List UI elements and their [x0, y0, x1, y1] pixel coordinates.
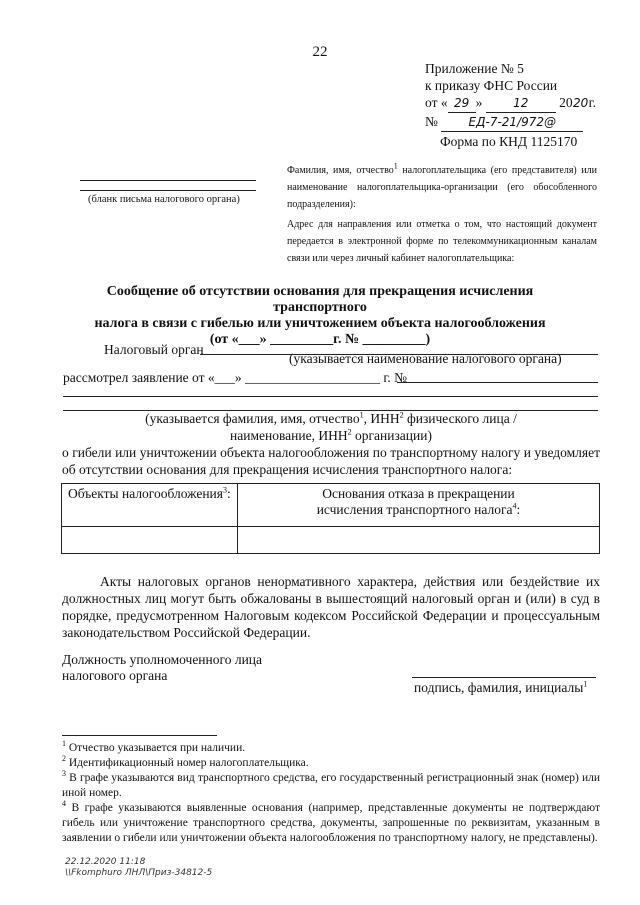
table-header-row	[62, 484, 600, 527]
document-title	[60, 284, 580, 348]
title-line-3: (от «___» _________г. № _________)	[209, 332, 431, 347]
year-prefix: 20	[559, 95, 573, 110]
footnote-ref: 3	[223, 485, 227, 495]
print-stamp	[65, 857, 212, 879]
date-prefix: от «	[425, 95, 448, 110]
objects-table	[61, 483, 600, 554]
header-reasons-line1: Основания отказа в прекращении	[322, 486, 515, 501]
table-cell-reasons	[238, 527, 600, 554]
appendix-block	[425, 60, 596, 132]
signature-caption-text: подпись, фамилия, инициалы	[414, 680, 584, 695]
appeal-paragraph: Акты налоговых органов ненормативного характера, действия или бездействие их должностных лиц могут быть обжалованы в вышестоящий налоговый орган и (или) в суд в порядке, предусмотренном Налоговым кодексом Российской Федерации и процессуальным законодательством Российской Федерации.	[62, 574, 600, 640]
reviewed-statement-label: рассмотрел заявление от «___» ____________________ г. №	[63, 370, 408, 385]
letterhead-line-1	[80, 180, 256, 181]
footnote-num: 3	[62, 769, 66, 779]
header-objects-text: Объекты налогообложения	[68, 486, 223, 501]
footnote-ref: 2	[399, 410, 404, 420]
appendix-date	[425, 94, 596, 113]
header-reasons-end: :	[516, 502, 521, 517]
signature-caption	[414, 679, 587, 696]
header-reasons-line2-wrap	[244, 502, 593, 518]
hint-text-d: наименование, ИНН	[230, 428, 348, 443]
page-number: 22	[312, 44, 328, 60]
footnote-separator	[62, 735, 217, 736]
addressee-address-block: Адрес для направления или отметка о том, что настоящий документ передается в электронной форме по телекоммуникационным каналам связи или через личный кабинет налогоплательщика:	[287, 219, 597, 264]
footnote-text: Отчество указывается при наличии.	[68, 742, 246, 754]
reviewed-number-line	[397, 382, 598, 383]
signature-line	[412, 677, 596, 678]
table-cell-objects	[62, 527, 238, 554]
table-header-reasons	[238, 484, 600, 527]
footnote-num: 4	[62, 799, 66, 809]
footnote-1	[62, 741, 600, 756]
hint-text-a: (указывается фамилия, имя, отчество	[145, 411, 360, 426]
number-prefix: №	[425, 114, 438, 129]
title-line-2: налога в связи с гибелью или уничтожением объекта налогообложения	[94, 316, 546, 331]
footnote-ref: 1	[359, 410, 364, 420]
stamp-line-2: \\Fkomphuro ЛНЛ\Приз-34812-5	[65, 868, 213, 878]
footnote-num: 2	[62, 754, 66, 764]
footnote-text: В графе указываются вид транспортного средства, его государственный регистрационный знак (номер) или иной номер.	[62, 772, 600, 799]
header-objects-end: :	[227, 486, 231, 501]
applicant-hint-1	[62, 410, 600, 427]
statement-text: о гибели или уничтожении объекта налогообложения по транспортному налогу и уведомляет об отсутствии основания для прекращения исчисления транспортного налога:	[62, 445, 600, 477]
hint-text-e: организации)	[351, 428, 432, 443]
official-position-line2: налогового органа	[62, 668, 168, 683]
footnote-num: 1	[62, 739, 66, 749]
tax-authority-hint: (указывается наименование налогового органа)	[289, 351, 562, 366]
applicant-line-1	[63, 396, 598, 397]
footnote-text: В графе указываются выявленные основания (например, представленные документы не подтверждают гибель или уничтожение транспортного средства, документы, запрошенные по реквизитам, указанным в заявлении о гибели или уничтожении объекта налогообложения по транспортному налогу, не представлены).	[62, 802, 600, 844]
hint-text-b: , ИНН	[363, 411, 400, 426]
stamp-line-1: 22.12.2020 11:18	[65, 857, 146, 867]
footnote-ref: 1	[583, 679, 588, 689]
table-row	[62, 527, 600, 554]
letterhead-line-2	[80, 190, 256, 191]
footnote-ref: 1	[393, 161, 398, 171]
title-line-1: Сообщение об отсутствии основания для прекращения исчисления транспортного	[106, 284, 534, 315]
appendix-order: к приказу ФНС России	[425, 78, 558, 93]
handwritten-month: 12	[486, 95, 556, 113]
year-end: г.	[588, 95, 596, 110]
tax-authority-label: Налоговый орган	[104, 342, 204, 357]
addressee-name-text2: налогоплательщика (его представителя) или наименование налогоплательщика-организации (его обособленного подразделения):	[287, 165, 598, 210]
footnote-3	[62, 771, 600, 801]
official-position-line1: Должность уполномоченного лица	[62, 652, 263, 667]
appendix-number	[425, 113, 596, 132]
footnote-text: Идентификационный номер налогоплательщика.	[68, 757, 309, 769]
addressee-name-text: Фамилия, имя, отчество	[287, 165, 394, 176]
footnote-ref: 4	[512, 501, 517, 511]
addressee-name-block	[287, 162, 597, 213]
date-mid: »	[475, 95, 483, 110]
applicant-hint-2	[62, 427, 600, 444]
footnote-4	[62, 801, 600, 846]
handwritten-year: 20	[572, 96, 589, 110]
letterhead-label: (бланк письма налогового органа)	[88, 194, 240, 205]
table-header-objects	[62, 484, 238, 527]
appendix-title: Приложение № 5	[425, 61, 524, 76]
footnote-2	[62, 756, 600, 771]
hint-text-c: физического лица /	[403, 411, 517, 426]
handwritten-order-number: ЕД-7-21/972@	[441, 114, 583, 132]
footnote-ref: 2	[347, 427, 352, 437]
header-reasons-line2: исчисления транспортного налога	[316, 502, 513, 517]
handwritten-day: 29	[448, 95, 476, 113]
form-code: Форма по КНД 1125170	[440, 134, 578, 149]
